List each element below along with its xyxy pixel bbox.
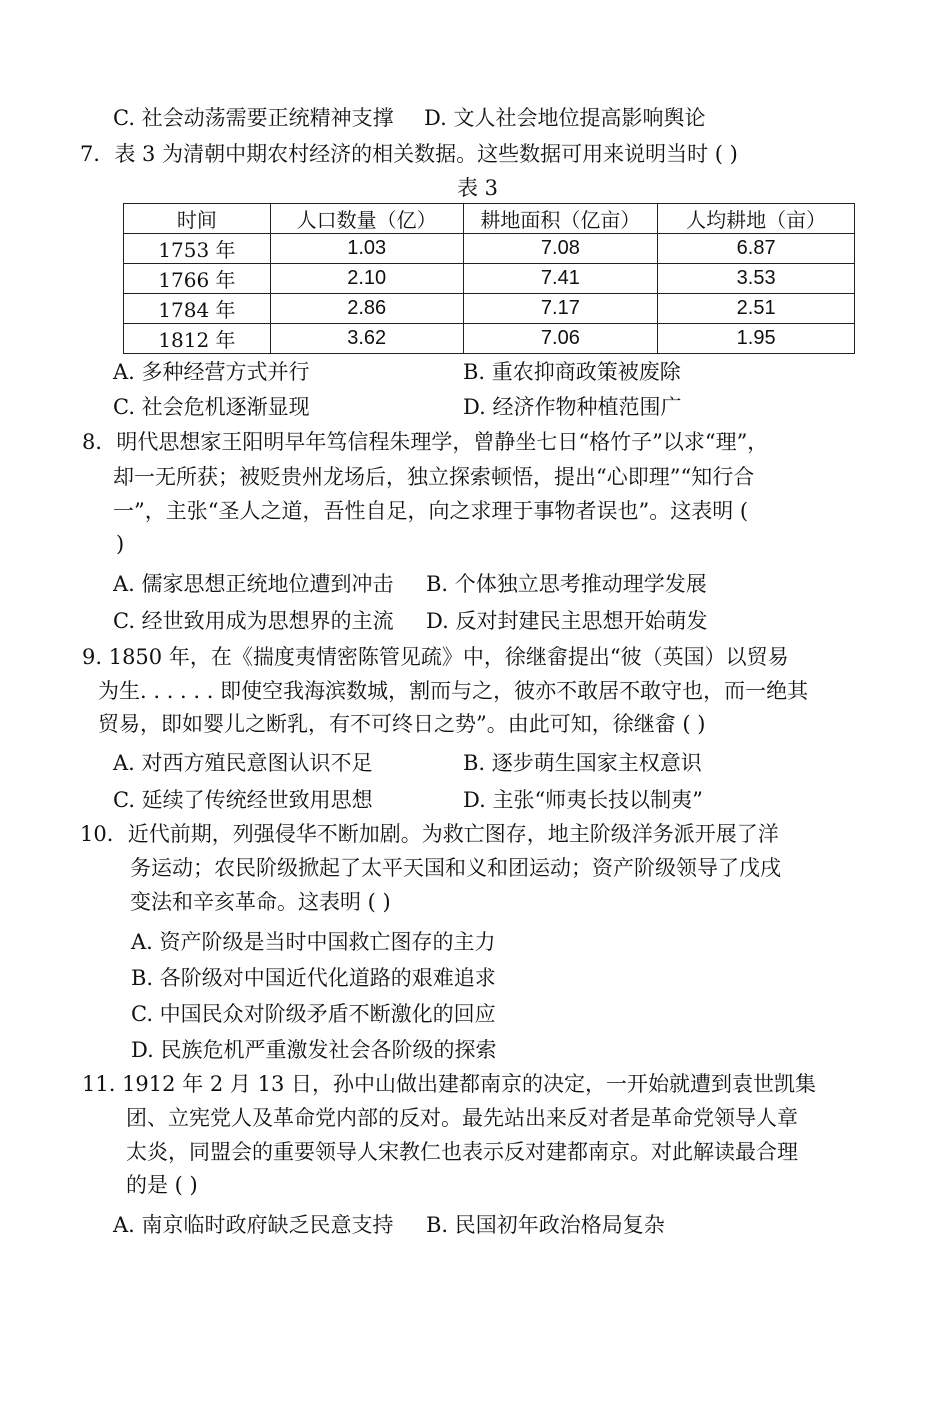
- table-cell: 6.87: [658, 234, 855, 264]
- q10-stem-line1: 10．近代前期，列强侵华不断加剧。为救亡图存，地主阶级洋务派开展了洋: [80, 822, 779, 846]
- q8-option-c[interactable]: C. 经世致用成为思想界的主流: [113, 609, 394, 633]
- q11-stem-line1: 11. 1912 年 2 月 13 日，孙中山做出建都南京的决定，一开始就遭到袁世凯集: [82, 1072, 816, 1096]
- q8-stem-line1: 8．明代思想家王阳明早年笃信程朱理学，曾静坐七日“格竹子”以求“理”，: [82, 430, 769, 454]
- q10-option-a[interactable]: A. 资产阶级是当时中国救亡图存的主力: [131, 930, 496, 954]
- q8-stem-line3: 一”，主张“圣人之道，吾性自足，向之求理于事物者误也”。这表明 (: [113, 499, 749, 523]
- table-cell: 2.10: [270, 264, 463, 294]
- data-table: [123, 203, 855, 354]
- table-row: [124, 264, 855, 294]
- q7-option-d[interactable]: D. 经济作物种植范围广: [463, 395, 682, 419]
- q10-stem-line3: 变法和辛亥革命。这表明 ( ): [130, 890, 391, 914]
- q7-option-b[interactable]: B. 重农抑商政策被废除: [463, 360, 681, 384]
- q11-stem-line2: 团、立宪党人及革命党内部的反对。最先站出来反对者是革命党领导人章: [126, 1106, 798, 1130]
- table-cell: 2.86: [270, 294, 463, 324]
- table-header-cell: 耕地面积（亿亩）: [463, 204, 658, 234]
- q7-stem: 7．表 3 为清朝中期农村经济的相关数据。这些数据可用来说明当时 ( ): [80, 142, 738, 166]
- q10-option-b[interactable]: B. 各阶级对中国近代化道路的艰难追求: [131, 966, 496, 990]
- q9-stem-line2: 为生. . . . . . 即使空我海滨数城，割而与之，彼亦不敢居不敢守也，而一绝其: [98, 679, 809, 703]
- q8-option-a[interactable]: A. 儒家思想正统地位遭到冲击: [113, 572, 394, 596]
- table-cell: 7.06: [463, 324, 658, 354]
- table-row: [124, 324, 855, 354]
- q8-option-d[interactable]: D. 反对封建民主思想开始萌发: [426, 609, 708, 633]
- table-header-row: [124, 204, 855, 234]
- table-cell: 1753 年: [124, 234, 271, 264]
- table-cell: 7.08: [463, 234, 658, 264]
- table-cell: 1766 年: [124, 264, 271, 294]
- table-cell: 3.62: [270, 324, 463, 354]
- q9-stem-line1: 9. 1850 年，在《揣度夷情密陈管见疏》中，徐继畲提出“彼（英国）以贸易: [82, 645, 789, 669]
- q10-option-c[interactable]: C. 中国民众对阶级矛盾不断激化的回应: [131, 1002, 496, 1026]
- q6-option-d[interactable]: D. 文人社会地位提高影响舆论: [424, 106, 706, 130]
- table-cell: 1.03: [270, 234, 463, 264]
- q8-stem-line2: 却一无所获；被贬贵州龙场后，独立探索顿悟，提出“心即理”“知行合: [113, 465, 755, 489]
- q8-option-b[interactable]: B. 个体独立思考推动理学发展: [426, 572, 707, 596]
- q9-stem-line3: 贸易，即如婴儿之断乳，有不可终日之势”。由此可知，徐继畲 ( ): [98, 712, 706, 736]
- q9-option-d[interactable]: D. 主张“师夷长技以制夷”: [463, 788, 703, 812]
- table-cell: 7.41: [463, 264, 658, 294]
- table-cell: 1.95: [658, 324, 855, 354]
- table-row: [124, 234, 855, 264]
- table-cell: 1784 年: [124, 294, 271, 324]
- q7-option-a[interactable]: A. 多种经营方式并行: [113, 360, 310, 384]
- q9-option-a[interactable]: A. 对西方殖民意图认识不足: [113, 751, 373, 775]
- table-cell: 1812 年: [124, 324, 271, 354]
- q11-option-a[interactable]: A. 南京临时政府缺乏民意支持: [113, 1213, 394, 1237]
- table-cell: 2.51: [658, 294, 855, 324]
- q9-option-b[interactable]: B. 逐步萌生国家主权意识: [463, 751, 702, 775]
- q11-stem-line4: 的是 ( ): [126, 1173, 198, 1197]
- q10-stem-line2: 务运动；农民阶级掀起了太平天国和义和团运动；资产阶级领导了戊戌: [130, 856, 781, 880]
- q9-option-c[interactable]: C. 延续了传统经世致用思想: [113, 788, 373, 812]
- table-header-cell: 人口数量（亿）: [270, 204, 463, 234]
- table-header-cell: 人均耕地（亩）: [658, 204, 855, 234]
- q11-stem-line3: 太炎，同盟会的重要领导人宋教仁也表示反对建都南京。对此解读最合理: [126, 1140, 798, 1164]
- table-cell: 3.53: [658, 264, 855, 294]
- q7-option-c[interactable]: C. 社会危机逐渐显现: [113, 395, 310, 419]
- q6-option-c[interactable]: C. 社会动荡需要正统精神支撑: [113, 106, 394, 130]
- table-cell: 7.17: [463, 294, 658, 324]
- q8-stem-line4: ): [116, 532, 125, 556]
- table-header-cell: 时间: [124, 204, 271, 234]
- q10-option-d[interactable]: D. 民族危机严重激发社会各阶级的探索: [131, 1038, 497, 1062]
- table-row: [124, 294, 855, 324]
- table-caption: 表 3: [457, 176, 499, 200]
- q11-option-b[interactable]: B. 民国初年政治格局复杂: [426, 1213, 665, 1237]
